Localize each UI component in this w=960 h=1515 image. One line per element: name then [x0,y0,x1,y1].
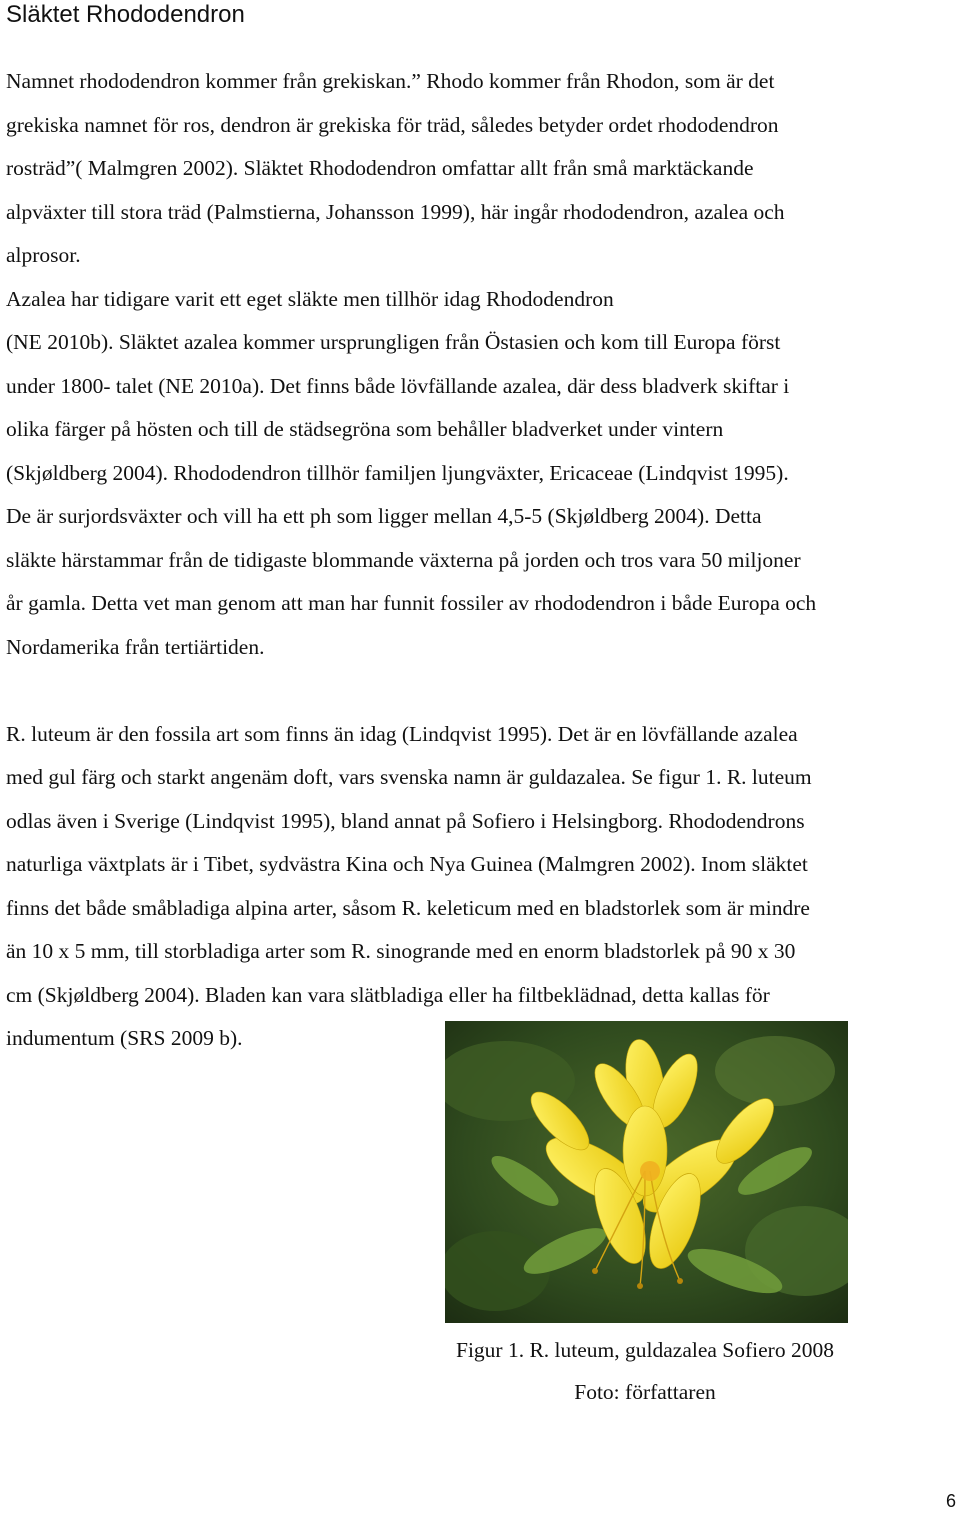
text-line: naturliga växtplats är i Tibet, sydvästra Kina och Nya Guinea (Malmgren 2002). Inom släktet [6,852,808,876]
paragraph-gap [6,669,958,713]
text-line: alprosor. [6,243,81,267]
text-line: indumentum (SRS 2009 b). [6,1026,243,1050]
figure-caption: Figur 1. R. luteum, guldazalea Sofiero 2008 [456,1338,834,1362]
text-line: De är surjordsväxter och vill ha ett ph som ligger mellan 4,5-5 (Skjøldberg 2004). Detta [6,504,762,528]
text-line: Nordamerika från tertiärtiden. [6,634,265,659]
text-line: alpväxter till stora träd (Palmstierna, Johansson 1999), här ingår rhododendron, azalea och [6,199,785,224]
text-line: (NE 2010b). Släktet azalea kommer ursprungligen från Östasien och kom till Europa först [6,330,781,354]
text-line: finns det både småbladiga alpina arter, såsom R. keleticum med en bladstorlek som är mindre [6,895,810,920]
text-line: Azalea har tidigare varit ett eget släkte men tillhör idag Rhododendron [6,286,614,311]
text-line: år gamla. Detta vet man genom att man har funnit fossiler av rhododendron i både Europa och [6,591,817,615]
text-line: olika färger på hösten och till de städsegröna som behåller bladverket under vintern [6,417,724,441]
azalea-photo [445,1021,848,1323]
text-line: odlas även i Sverige (Lindqvist 1995), bland annat på Sofiero i Helsingborg. Rhododendrons [6,808,805,833]
text-line: rosträd”( Malmgren 2002). Släktet Rhododendron omfattar allt från små marktäckande [6,156,754,180]
page-number: 6 [945,1491,956,1511]
flower-illustration [445,1021,848,1323]
text-line: cm (Skjøldberg 2004). Bladen kan vara slätbladiga eller ha filtbeklädnad, detta kallas för [6,982,770,1007]
text-line: än 10 x 5 mm, till storbladiga arter som R. sinogrande med en enorm bladstorlek på 90 x 30 [6,939,796,963]
body-text [6,60,958,1061]
text-line: med gul färg och starkt angenäm doft, vars svenska namn är guldazalea. Se figur 1. R. luteum [6,765,812,789]
text-line: (Skjøldberg 2004). Rhododendron tillhör familjen ljungväxter, Ericaceae (Lindqvist 1995). [6,460,789,485]
text-line: släkte härstammar från de tidigaste blommande växterna på jorden och tros vara 50 miljoner [6,547,801,572]
text-line: grekiska namnet för ros, dendron är grekiska för träd, således betyder ordet rhododendron [6,112,779,137]
text-line: under 1800- talet (NE 2010a). Det finns både lövfällande azalea, där dess bladverk skiftar i [6,373,790,398]
page-heading: Släktet Rhododendron [6,1,245,28]
text-line: Namnet rhododendron kommer från grekiskan.” Rhodo kommer från Rhodon, som är det [6,69,775,93]
text-line: R. luteum är den fossila art som finns än idag (Lindqvist 1995). Det är en lövfällande azalea [6,721,798,746]
photo-credit: Foto: författaren [574,1380,716,1404]
